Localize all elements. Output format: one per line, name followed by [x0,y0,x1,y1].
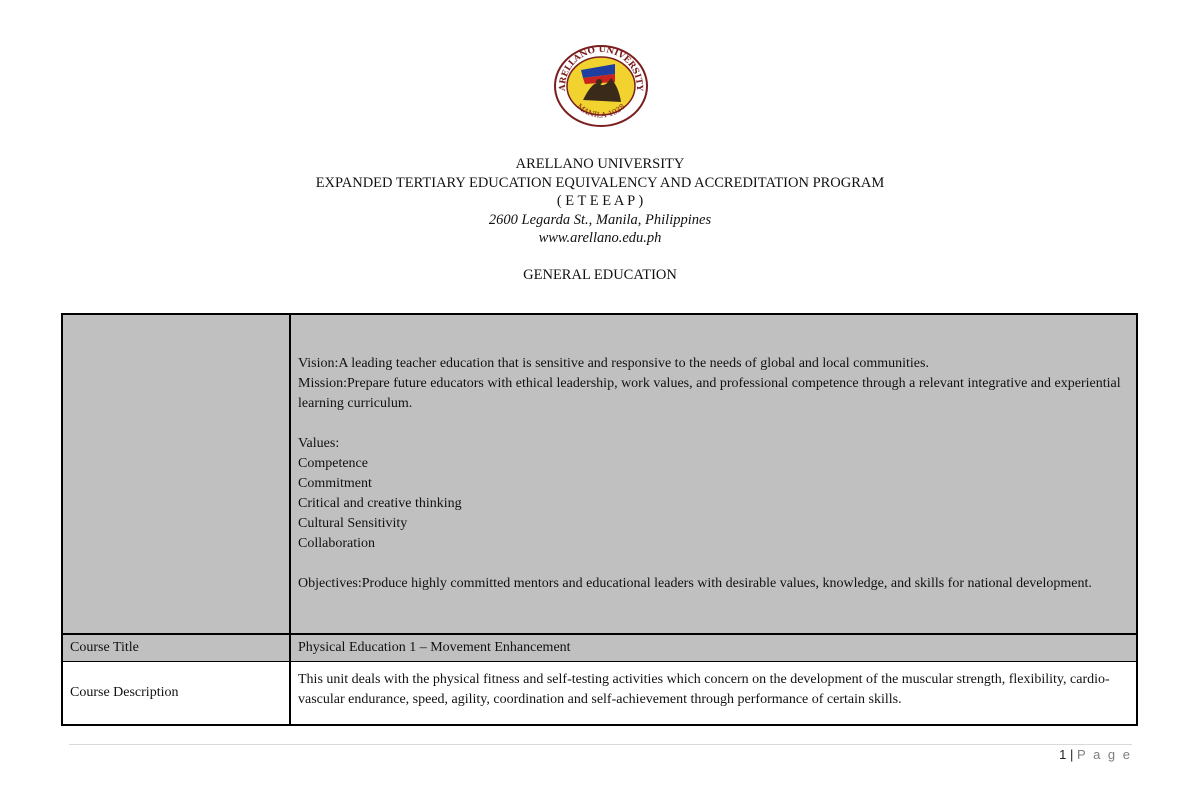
vision-mission-cell [290,314,1137,634]
values-heading: Values: [298,436,340,451]
course-description-value: This unit deals with the physical fitness and self-testing activities which concern on the development of the muscular strength, flexibility, cardio-vascular endurance, speed, agility, coordination and self-achievement through performance of certain skills. [290,662,1137,726]
page-footer [1059,747,1132,762]
course-table [61,313,1138,726]
document-header [0,155,1200,285]
program-acronym: ( E T E E A P ) [556,193,644,210]
course-title-value: Physical Education 1 – Movement Enhancement [290,634,1137,662]
vision-text: Vision:A leading teacher education that is sensitive and responsive to the needs of global and local communities. [298,356,929,371]
table-row [62,662,1137,726]
value-item: Cultural Sensitivity [298,516,408,531]
course-description-label: Course Description [62,662,290,726]
page-number: 1 [1059,747,1067,762]
footer-divider [69,744,1132,745]
value-item: Critical and creative thinking [298,496,462,511]
svg-text:MANILA 1938: MANILA 1938 [575,101,627,120]
svg-text:ARELLANO UNIVERSITY: ARELLANO UNIVERSITY [557,44,645,91]
mission-text: Mission:Prepare future educators with ethical leadership, work values, and professional competence through a relevant integrative and experiential learning curriculum. [298,376,1121,411]
table-row [62,314,1137,634]
value-item: Competence [298,456,368,471]
empty-label-cell [62,314,290,634]
value-item: Commitment [298,476,372,491]
value-item: Collaboration [298,536,375,551]
university-seal-icon [553,44,649,128]
page-label: P a g e [1077,747,1132,762]
program-name: EXPANDED TERTIARY EDUCATION EQUIVALENCY AND ACCREDITATION PROGRAM [315,174,885,191]
course-title-label: Course Title [62,634,290,662]
university-name: ARELLANO UNIVERSITY [515,156,685,172]
website: www.arellano.edu.ph [538,230,662,247]
table-row [62,634,1137,662]
address: 2600 Legarda St., Manila, Philippines [488,211,712,228]
section-title: GENERAL EDUCATION [523,266,677,283]
page-separator: | [1070,747,1074,762]
objectives-text: Objectives:Produce highly committed mentors and educational leaders with desirable values, knowledge, and skills for national development. [298,576,1092,591]
